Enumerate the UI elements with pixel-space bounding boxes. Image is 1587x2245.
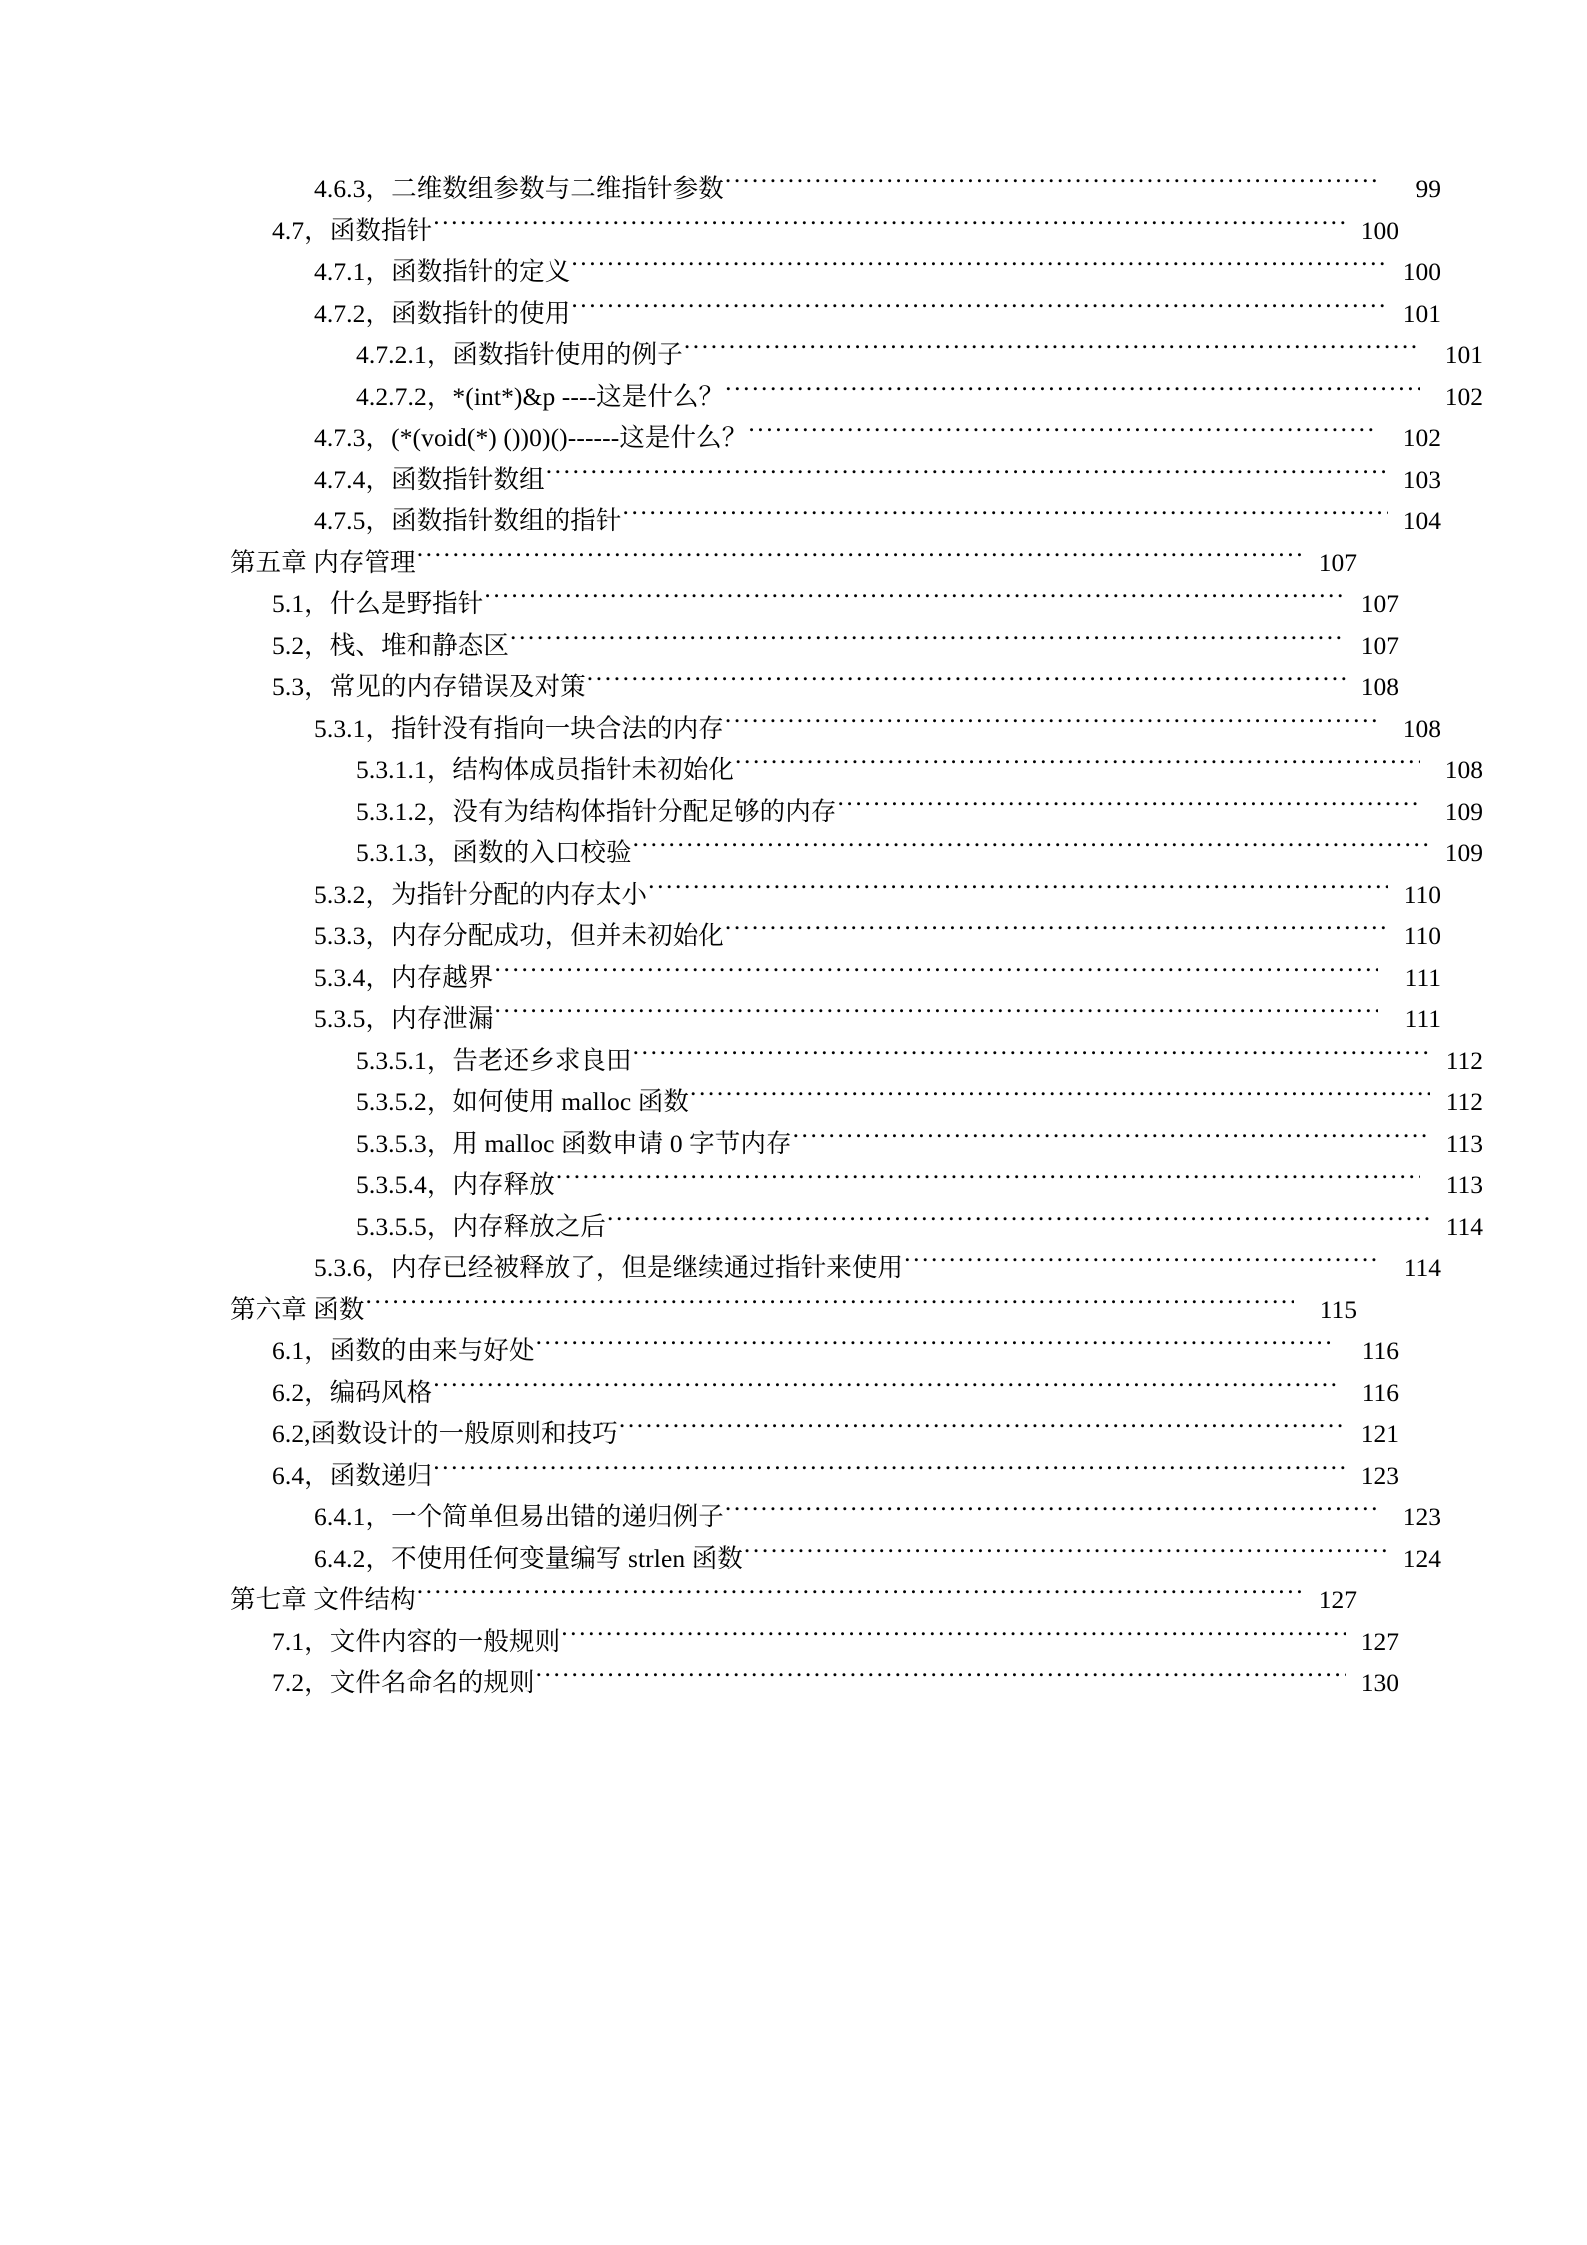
toc-entry-page-number: 110 xyxy=(1403,921,1441,950)
toc-entry-page-number: 102 xyxy=(1402,423,1441,452)
toc-entry-page-number: 123 xyxy=(1360,1460,1399,1490)
toc-entry-title: 6.1，函数的由来与好处 xyxy=(272,1336,535,1365)
toc-entry-title: 5.3.5，内存泄漏 xyxy=(314,1004,494,1033)
toc-entry-title: 第六章 函数 xyxy=(230,1294,365,1324)
toc-entry[interactable] xyxy=(230,1206,1483,1248)
toc-entry-title: 4.7，函数指针 xyxy=(272,215,433,245)
toc-entry-page-number: 108 xyxy=(1360,672,1399,701)
toc-entry-page-number: 113 xyxy=(1445,1128,1483,1158)
toc-entry-title: 4.7.5，函数指针数组的指针 xyxy=(314,506,622,535)
toc-entry-page-number: 121 xyxy=(1360,1419,1399,1448)
toc-entry-title: 4.7.1，函数指针的定义 xyxy=(314,257,571,286)
toc-entry[interactable] xyxy=(230,1455,1399,1497)
toc-entry[interactable] xyxy=(230,459,1441,501)
toc-dot-leader xyxy=(536,1334,1336,1360)
toc-entry-page-number: 111 xyxy=(1404,962,1441,992)
toc-entry-title: 6.4，函数递归 xyxy=(272,1460,433,1490)
toc-entry[interactable] xyxy=(230,1372,1399,1414)
toc-dot-leader xyxy=(684,338,1420,364)
toc-entry-title: 5.3.1.2，没有为结构体指针分配足够的内存 xyxy=(356,796,837,826)
toc-entry[interactable] xyxy=(230,874,1441,916)
toc-entry-title: 第七章 文件结构 xyxy=(230,1585,416,1614)
toc-entry-title: 4.2.7.2，*(int*)&p ----这是什么？ xyxy=(356,381,725,411)
toc-entry-title: 5.3.4，内存越界 xyxy=(314,962,494,992)
toc-dot-leader xyxy=(735,753,1420,779)
toc-entry[interactable] xyxy=(230,625,1399,667)
toc-entry-title: 4.7.4，函数指针数组 xyxy=(314,464,545,494)
toc-entry[interactable] xyxy=(230,1081,1483,1123)
toc-entry-title: 6.4.1，一个简单但易出错的递归例子 xyxy=(314,1502,724,1531)
toc-entry[interactable] xyxy=(230,1289,1357,1331)
toc-entry-page-number: 109 xyxy=(1444,838,1483,867)
toc-entry-title: 4.6.3，二维数组参数与二维指针参数 xyxy=(314,174,724,203)
toc-entry[interactable] xyxy=(230,500,1441,542)
toc-dot-leader xyxy=(633,1043,1430,1069)
toc-dot-leader xyxy=(556,1168,1420,1194)
toc-entry[interactable] xyxy=(230,957,1441,999)
toc-entry[interactable] xyxy=(230,251,1441,293)
toc-entry[interactable] xyxy=(230,1579,1357,1621)
toc-entry-page-number: 130 xyxy=(1360,1668,1399,1697)
toc-entry-page-number: 115 xyxy=(1319,1294,1357,1324)
toc-entry-title: 5.3.5.2，如何使用 malloc 函数 xyxy=(356,1087,689,1116)
toc-dot-leader xyxy=(607,1209,1430,1235)
toc-entry[interactable] xyxy=(230,376,1483,418)
toc-entry-title: 6.4.2，不使用任何变量编写 strlen 函数 xyxy=(314,1543,743,1573)
toc-entry[interactable] xyxy=(230,915,1441,957)
toc-entry-title: 5.3.3，内存分配成功，但并未初始化 xyxy=(314,921,724,950)
toc-entry-title: 6.2，编码风格 xyxy=(272,1377,433,1407)
toc-entry[interactable] xyxy=(230,583,1399,625)
toc-dot-leader xyxy=(623,504,1388,530)
toc-dot-leader xyxy=(619,1417,1346,1443)
toc-entry-title: 第五章 内存管理 xyxy=(230,547,416,577)
toc-entry-page-number: 114 xyxy=(1445,1211,1483,1241)
toc-entry[interactable] xyxy=(230,1662,1399,1704)
toc-entry[interactable] xyxy=(230,168,1441,210)
toc-entry[interactable] xyxy=(230,1413,1399,1455)
toc-dot-leader xyxy=(365,1292,1294,1318)
toc-entry-title: 6.2,函数设计的一般原则和技巧 xyxy=(272,1419,618,1448)
toc-entry-title: 5.3.1.1，结构体成员指针未初始化 xyxy=(356,755,735,784)
toc-entry[interactable] xyxy=(230,1496,1441,1538)
toc-entry-page-number: 104 xyxy=(1402,506,1441,535)
toc-entry-page-number: 109 xyxy=(1444,796,1483,826)
toc-dot-leader xyxy=(433,1458,1346,1484)
toc-dot-leader xyxy=(690,1085,1430,1111)
toc-entry[interactable] xyxy=(230,334,1483,376)
toc-dot-leader xyxy=(417,545,1304,571)
toc-entry[interactable] xyxy=(230,832,1483,874)
toc-entry[interactable] xyxy=(230,293,1441,335)
toc-dot-leader xyxy=(546,462,1388,488)
toc-dot-leader xyxy=(904,1251,1378,1277)
toc-entry-page-number: 99 xyxy=(1415,174,1441,203)
toc-entry-page-number: 110 xyxy=(1403,879,1441,909)
toc-entry-title: 5.3.2，为指针分配的内存太小 xyxy=(314,879,648,909)
toc-dot-leader xyxy=(433,1375,1336,1401)
toc-entry[interactable] xyxy=(230,708,1441,750)
toc-dot-leader xyxy=(748,421,1378,447)
toc-entry[interactable] xyxy=(230,1621,1399,1663)
toc-dot-leader xyxy=(648,877,1388,903)
toc-entry-title: 5.3.5.4，内存释放 xyxy=(356,1170,555,1199)
toc-dot-leader xyxy=(495,1002,1378,1028)
toc-entry-page-number: 113 xyxy=(1445,1170,1483,1199)
toc-entry[interactable] xyxy=(230,417,1441,459)
toc-dot-leader xyxy=(571,296,1388,322)
toc-entry-page-number: 107 xyxy=(1318,547,1357,577)
toc-entry[interactable] xyxy=(230,210,1399,252)
toc-dot-leader xyxy=(793,1126,1430,1152)
toc-entry-page-number: 107 xyxy=(1360,630,1399,660)
toc-entry[interactable] xyxy=(230,1247,1441,1289)
toc-dot-leader xyxy=(510,628,1346,654)
toc-entry-page-number: 123 xyxy=(1402,1502,1441,1531)
toc-entry-title: 5.3.5.5，内存释放之后 xyxy=(356,1211,607,1241)
toc-entry-title: 5.3.1，指针没有指向一块合法的内存 xyxy=(314,713,724,743)
toc-dot-leader xyxy=(536,1666,1346,1692)
toc-entry-title: 7.2，文件名命名的规则 xyxy=(272,1668,535,1697)
toc-entry-title: 4.7.2.1，函数指针使用的例子 xyxy=(356,340,683,369)
toc-dot-leader xyxy=(725,172,1378,198)
toc-entry-page-number: 108 xyxy=(1444,755,1483,784)
toc-entry-page-number: 101 xyxy=(1444,340,1483,369)
toc-entry-title: 5.3.5.1，告老还乡求良田 xyxy=(356,1045,632,1075)
toc-dot-leader xyxy=(587,670,1346,696)
toc-entry-page-number: 102 xyxy=(1444,381,1483,411)
toc-entry-page-number: 100 xyxy=(1360,215,1399,245)
toc-entry[interactable] xyxy=(230,791,1483,833)
toc-entry-title: 5.3.5.3，用 malloc 函数申请 0 字节内存 xyxy=(356,1128,792,1158)
toc-entry-page-number: 114 xyxy=(1403,1253,1441,1282)
toc-entry-page-number: 101 xyxy=(1402,298,1441,328)
table-of-contents xyxy=(230,168,1483,1704)
toc-dot-leader xyxy=(561,1624,1346,1650)
toc-entry[interactable] xyxy=(230,749,1483,791)
toc-entry-title: 5.3，常见的内存错误及对策 xyxy=(272,672,586,701)
toc-entry[interactable] xyxy=(230,666,1399,708)
toc-entry-page-number: 112 xyxy=(1445,1045,1483,1075)
toc-entry-page-number: 112 xyxy=(1445,1087,1483,1116)
toc-entry-page-number: 127 xyxy=(1318,1585,1357,1614)
toc-entry[interactable] xyxy=(230,1040,1483,1082)
toc-entry[interactable] xyxy=(230,1164,1483,1206)
toc-dot-leader xyxy=(725,379,1420,405)
toc-dot-leader xyxy=(571,255,1388,281)
toc-entry[interactable] xyxy=(230,1123,1483,1165)
toc-entry-title: 7.1，文件内容的一般规则 xyxy=(272,1626,561,1656)
toc-entry-page-number: 111 xyxy=(1404,1004,1441,1033)
toc-entry[interactable] xyxy=(230,542,1357,584)
toc-entry[interactable] xyxy=(230,1330,1399,1372)
toc-entry-page-number: 103 xyxy=(1402,464,1441,494)
toc-entry-title: 5.1，什么是野指针 xyxy=(272,589,484,618)
toc-entry-title: 4.7.3，(*(void(*) ())0)()------这是什么？ xyxy=(314,423,748,452)
toc-entry[interactable] xyxy=(230,998,1441,1040)
toc-dot-leader xyxy=(837,794,1420,820)
toc-entry-page-number: 124 xyxy=(1402,1543,1441,1573)
toc-entry-page-number: 100 xyxy=(1402,257,1441,286)
toc-dot-leader xyxy=(725,1500,1378,1526)
toc-entry-page-number: 116 xyxy=(1361,1336,1399,1365)
toc-entry-title: 5.2，栈、堆和静态区 xyxy=(272,630,509,660)
toc-entry-title: 4.7.2，函数指针的使用 xyxy=(314,298,571,328)
toc-entry-page-number: 116 xyxy=(1361,1377,1399,1407)
toc-dot-leader xyxy=(433,213,1346,239)
toc-dot-leader xyxy=(744,1541,1388,1567)
toc-entry-page-number: 108 xyxy=(1402,713,1441,743)
toc-entry-page-number: 127 xyxy=(1360,1626,1399,1656)
toc-dot-leader xyxy=(417,1583,1304,1609)
toc-entry-title: 5.3.1.3，函数的入口校验 xyxy=(356,838,632,867)
toc-dot-leader xyxy=(725,711,1378,737)
toc-entry-title: 5.3.6，内存已经被释放了，但是继续通过指针来使用 xyxy=(314,1253,904,1282)
toc-dot-leader xyxy=(725,919,1388,945)
toc-dot-leader xyxy=(633,836,1430,862)
toc-entry[interactable] xyxy=(230,1538,1441,1580)
toc-dot-leader xyxy=(495,960,1378,986)
toc-dot-leader xyxy=(484,587,1346,613)
toc-entry-page-number: 107 xyxy=(1360,589,1399,618)
